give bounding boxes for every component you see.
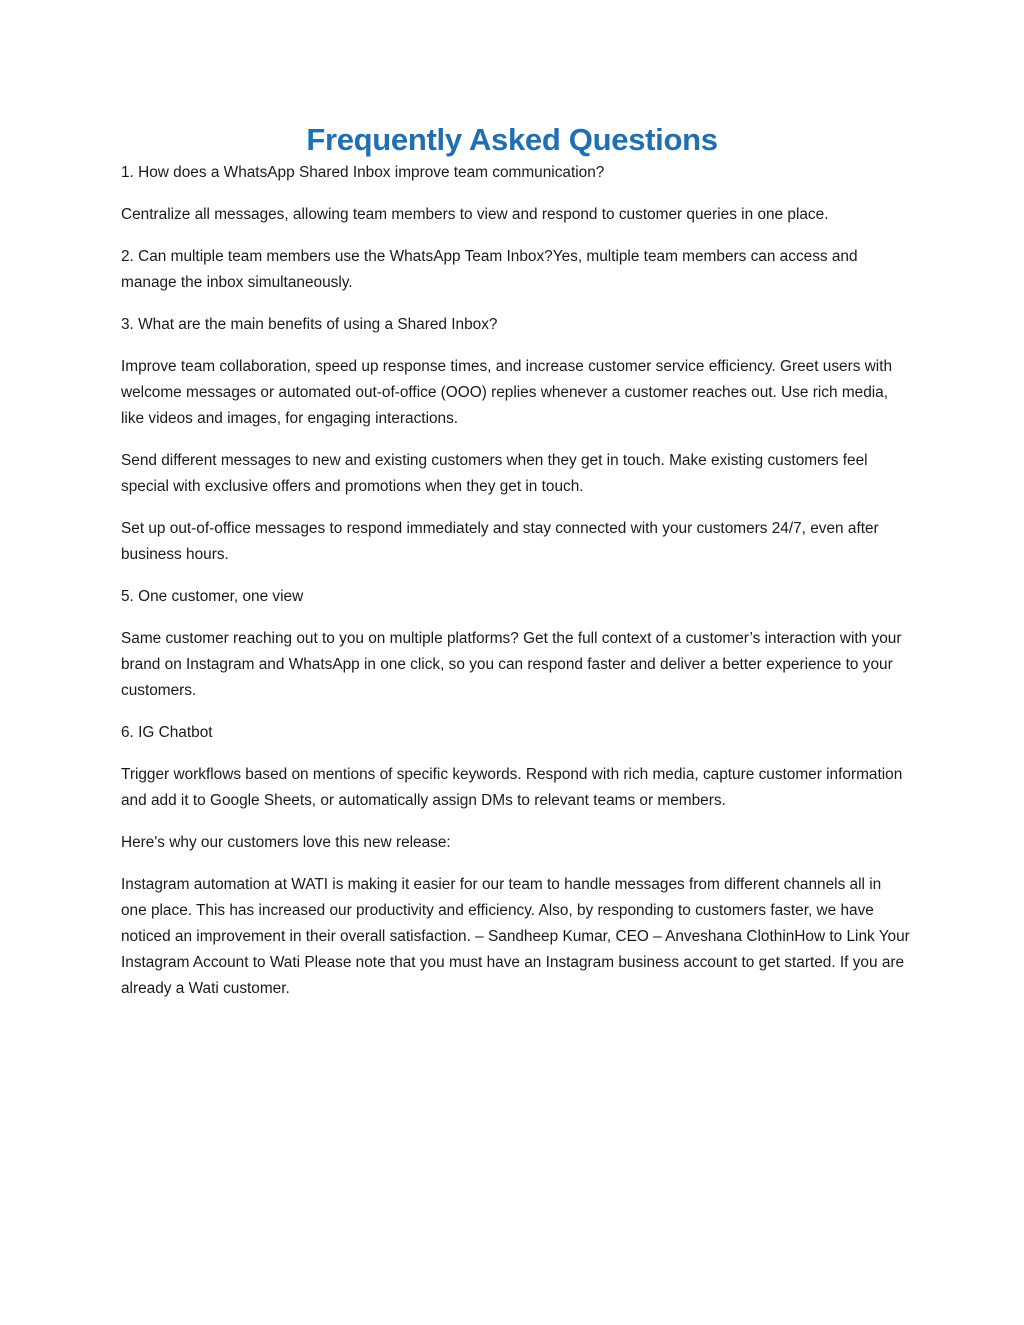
faq-answer-5: Same customer reaching out to you on multiple platforms? Get the full context of a customer’s interaction with your brand on Instagram and WhatsApp in one click, so you can respond faster and deliver a better experience to your customers. xyxy=(121,630,902,699)
faq-question-5: 5. One customer, one view xyxy=(121,588,304,605)
faq-answer-1: Centralize all messages, allowing team members to view and respond to customer queries in one place. xyxy=(121,206,829,223)
faq-question-1: 1. How does a WhatsApp Shared Inbox improve team communication? xyxy=(121,164,605,181)
body-paragraph: Set up out-of-office messages to respond immediately and stay connected with your customers 24/7, even after business hours. xyxy=(121,520,879,563)
faq-answer-3: Improve team collaboration, speed up response times, and increase customer service efficiency. Greet users with welcome messages or automated out-of-office (OOO) replies whenever a customer reaches out. Use rich media, like videos and images, for engaging interactions. xyxy=(121,358,893,427)
testimonial-heading: Here's why our customers love this new release: xyxy=(121,834,451,851)
faq-question-6: 6. IG Chatbot xyxy=(121,724,213,741)
faq-question-answer-2: 2. Can multiple team members use the WhatsApp Team Inbox?Yes, multiple team members can access and manage the inbox simultaneously. xyxy=(121,248,858,291)
faq-answer-6: Trigger workflows based on mentions of specific keywords. Respond with rich media, capture customer information and add it to Google Sheets, or automatically assign DMs to relevant teams or members. xyxy=(121,766,903,809)
faq-question-3: 3. What are the main benefits of using a Shared Inbox? xyxy=(121,316,498,333)
testimonial-text: Instagram automation at WATI is making it easier for our team to handle messages from different channels all in one place. This has increased our productivity and efficiency. Also, by responding to customers faster, we have noticed an improvement in their overall satisfaction. – Sandheep Kumar, CEO – Anveshana ClothinHow to Link Your Instagram Account to Wati Please note that you must have an Instagram business account to get started. If you are already a Wati customer. xyxy=(121,876,910,997)
body-paragraph: Send different messages to new and existing customers when they get in touch. Make existing customers feel special with exclusive offers and promotions when they get in touch. xyxy=(121,452,868,495)
page-title: Frequently Asked Questions xyxy=(306,122,718,157)
document-body xyxy=(121,160,911,1018)
